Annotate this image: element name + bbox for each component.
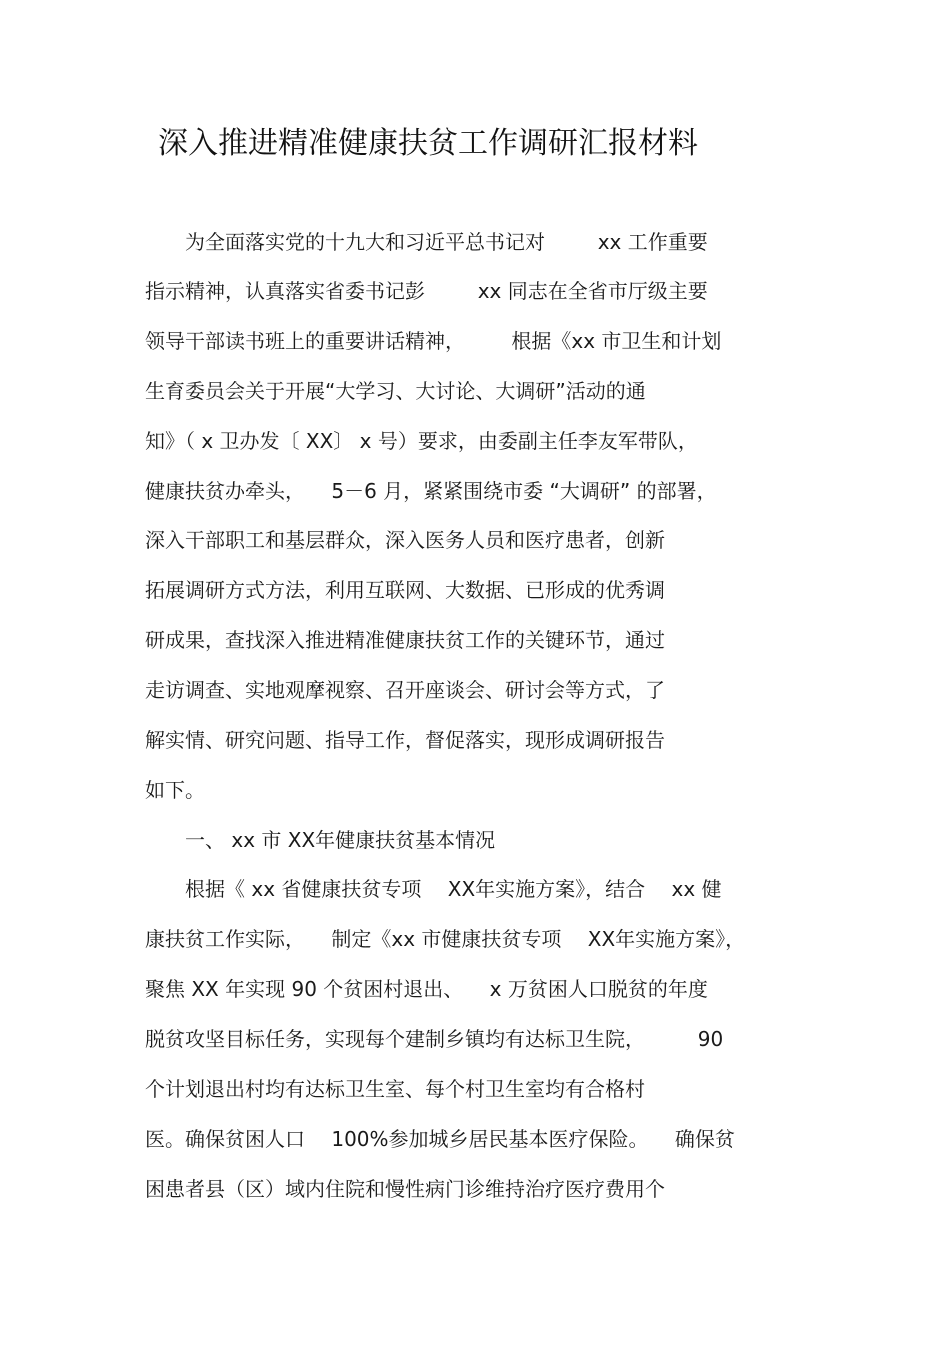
section-heading: 一、 xx 市 XX年健康扶贫基本情况: [145, 828, 496, 852]
body-line: 研成果，查找深入推进精准健康扶贫工作的关键环节，通过: [145, 628, 665, 652]
body-line: 走访调查、实地观摩视察、召开座谈会、研讨会等方式，了: [145, 678, 665, 702]
body-line: 拓展调研方式方法，利用互联网、大数据、已形成的优秀调: [145, 578, 665, 602]
body-line: 健康扶贫办牵头， 5－6 月，紧紧围绕市委 “大调研” 的部署，: [145, 479, 717, 503]
body-line: 生育委员会关于开展“大学习、大讨论、大调研”活动的通: [145, 379, 646, 403]
body-line: 脱贫攻坚目标任务，实现每个建制乡镇均有达标卫生院， 90: [145, 1027, 724, 1051]
body-line: 医。确保贫困人口 100%参加城乡居民基本医疗保险。 确保贫: [145, 1127, 735, 1151]
body-line: 领导干部读书班上的重要讲话精神， 根据《xx 市卫生和计划: [145, 329, 722, 353]
body-line: 知》（ x 卫办发〔 XX〕 x 号）要求，由委副主任李友军带队，: [145, 429, 698, 453]
body-line: 深入干部职工和基层群众，深入医务人员和医疗患者，创新: [145, 528, 665, 552]
body-line: 根据《 xx 省健康扶贫专项 XX年实施方案》，结合 xx 健: [145, 877, 722, 901]
body-line: 困患者县（区）域内住院和慢性病门诊维持治疗医疗费用个: [145, 1177, 665, 1201]
body-line: 个计划退出村均有达标卫生室、每个村卫生室均有合格村: [145, 1077, 645, 1101]
document-title: 深入推进精准健康扶贫工作调研汇报材料: [158, 126, 698, 161]
body-line: 为全面落实党的十九大和习近平总书记对 xx 工作重要: [145, 230, 708, 254]
body-line: 解实情、研究问题、指导工作，督促落实，现形成调研报告: [145, 728, 665, 752]
body-line: 指示精神，认真落实省委书记彭 xx 同志在全省市厅级主要: [145, 279, 708, 303]
body-line: 如下。: [145, 778, 205, 802]
body-line: 康扶贫工作实际， 制定《xx 市健康扶贫专项 XX年实施方案》，: [145, 927, 746, 951]
body-line: 聚焦 XX 年实现 90 个贫困村退出、 x 万贫困人口脱贫的年度: [145, 977, 708, 1001]
